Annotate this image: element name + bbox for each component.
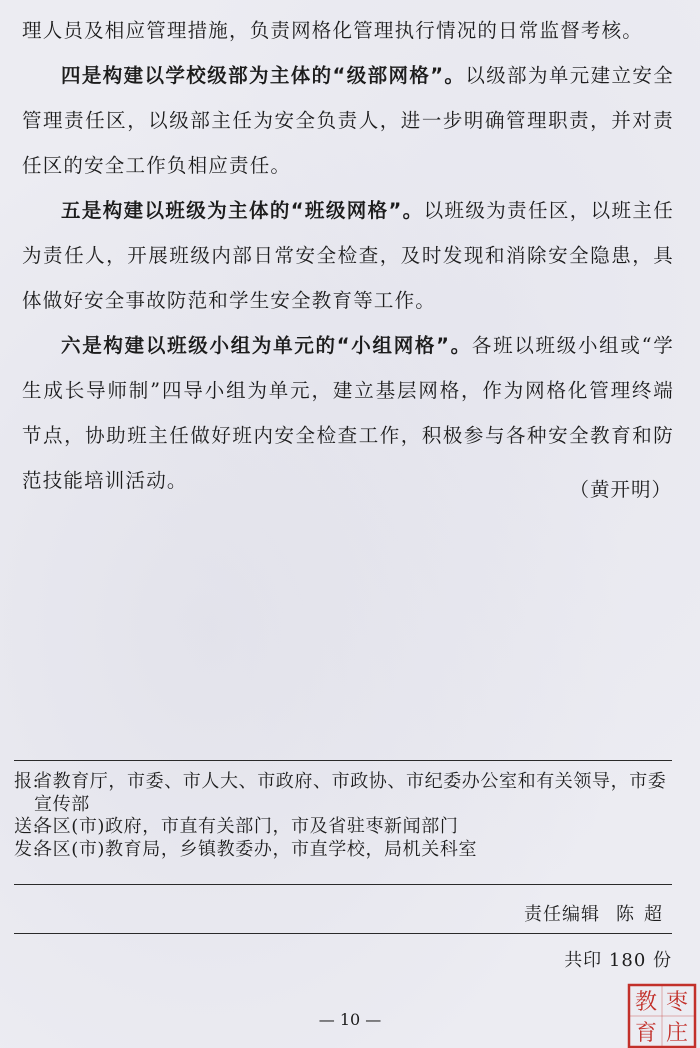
paragraph-5-heading: 五是构建以班级为主体的“班级网格”。 <box>61 199 424 222</box>
svg-text:育: 育 <box>634 1021 658 1046</box>
issue-to-value: 各区(市)教育局，乡镇教委办，市直学校，局机关科室 <box>34 838 478 860</box>
article-author: （黄开明） <box>569 478 672 501</box>
send-to-row <box>14 816 674 839</box>
paragraph-6-heading: 六是构建以班级小组为单元的“小组网格”。 <box>61 334 472 357</box>
report-to-row <box>14 771 674 816</box>
issue-to-key: 发: <box>14 838 40 860</box>
paragraph-4-text: 以级部为单元建立安全管理责任区，以级部主任为安全负责人，进一步明确管理职责，并对责任区的安全工作负相应责任。 <box>22 64 674 177</box>
paragraph-4-heading: 四是构建以学校级部为主体的“级部网格”。 <box>61 64 466 87</box>
issue-to-row <box>14 839 674 862</box>
article-body <box>22 8 674 503</box>
report-to-value: 省教育厅，市委、市人大、市政府、市政协、市纪委办公室和有关领导，市委宣传部 <box>34 771 667 815</box>
editor-label: 责任编辑 <box>524 904 600 925</box>
bottom-divider <box>14 933 672 934</box>
responsible-editor <box>524 900 672 926</box>
svg-text:教: 教 <box>634 990 658 1015</box>
print-copies: 共印 180 份 <box>564 950 672 971</box>
paragraph-4 <box>22 53 674 188</box>
paragraph-5-text: 以班级为责任区，以班主任为责任人，开展班级内部日常安全检查，及时发现和消除安全隐患，具体做好安全事故防范和学生安全教育等工作。 <box>22 199 674 312</box>
distribution-list <box>14 771 674 861</box>
continued-line: 理人员及相应管理措施，负责网格化管理执行情况的日常监督考核。 <box>22 19 644 42</box>
send-to-value: 各区(市)政府，市直有关部门，市及省驻枣新闻部门 <box>34 816 459 837</box>
send-to-key: 送: <box>14 816 40 837</box>
paragraph-5 <box>22 188 674 323</box>
svg-text:枣: 枣 <box>665 990 689 1015</box>
middle-divider <box>14 884 672 885</box>
report-to-key: 报: <box>14 771 40 792</box>
editor-name: 陈超 <box>616 904 672 925</box>
page-number: — 10 — <box>318 1010 382 1029</box>
seal-stamp-icon <box>626 982 698 1048</box>
svg-text:庄: 庄 <box>665 1021 689 1046</box>
top-divider <box>14 760 672 761</box>
paragraph-6-text: 各班以班级小组或“学生成长导师制”四导小组为单元，建立基层网格，作为网格化管理终端节点，协助班主任做好班内安全检查工作，积极参与各种安全教育和防范技能培训活动。 <box>22 334 674 492</box>
